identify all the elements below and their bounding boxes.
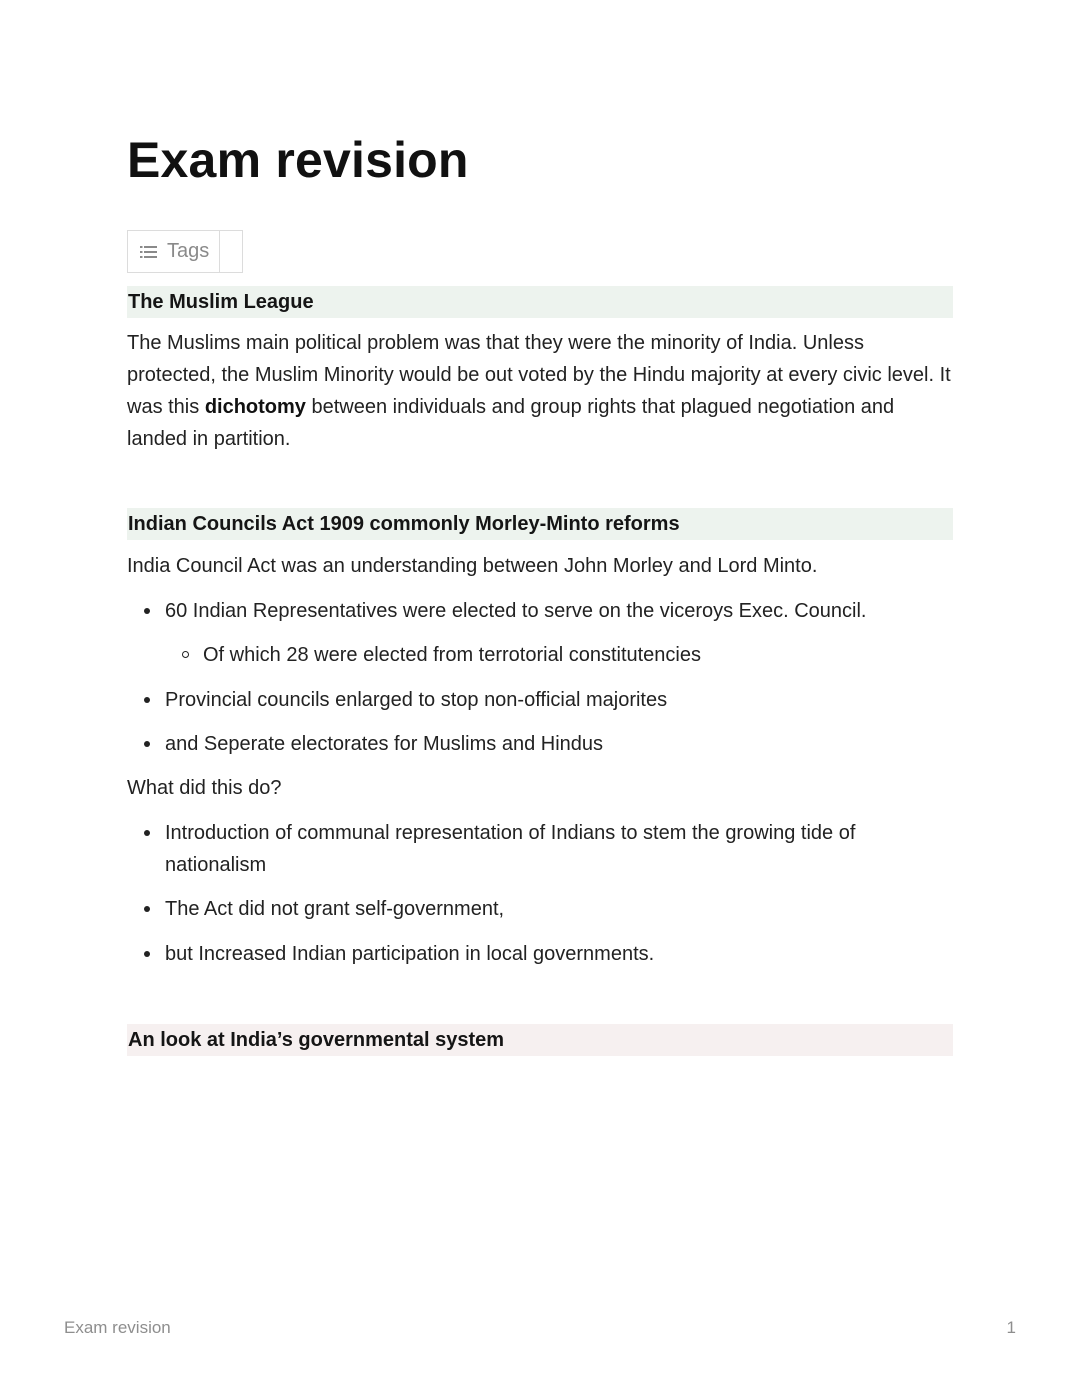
bullet-icon [144, 741, 150, 747]
list-item [165, 893, 504, 925]
councils-act-intro: India Council Act was an understanding between John Morley and Lord Minto. [127, 555, 818, 577]
list-item [165, 817, 925, 881]
question-text: What did this do? [127, 777, 282, 799]
list-item-text: and Seperate electorates for Muslims and Hindus [165, 733, 604, 755]
list-icon [140, 245, 157, 259]
list-item-text: but Increased Indian participation in local governments. [165, 943, 655, 965]
sub-list-item [203, 639, 701, 671]
list-item-text: 60 Indian Representatives were elected to serve on the viceroys Exec. Council. [165, 600, 867, 622]
list-item-text: Provincial councils enlarged to stop non-official majorites [165, 689, 668, 711]
paragraph-text: between individuals and group rights that plagued negotiation and landed in partition. [127, 396, 895, 450]
list-item [165, 595, 866, 627]
paragraph-text: The Muslims main political problem was that they were the minority of India. Unless protected, the Muslim Minority would be out voted by the Hindu majority at every civic level. It was this [127, 332, 951, 418]
list-item [165, 684, 667, 716]
tags-label: Tags [167, 240, 210, 262]
bullet-icon [144, 697, 150, 703]
circle-bullet-icon [182, 651, 189, 658]
list-item-text: The Act did not grant self-government, [165, 898, 505, 920]
section-heading-muslim-league: The Muslim League [127, 286, 953, 318]
bullet-icon [144, 951, 150, 957]
muslim-league-paragraph [127, 327, 953, 455]
section-heading-councils-act: Indian Councils Act 1909 commonly Morley-Minto reforms [127, 508, 953, 540]
tags-value-cell[interactable] [220, 231, 242, 272]
tags-property-row[interactable] [127, 230, 243, 273]
section-heading-governmental-system: An look at India’s governmental system [127, 1024, 953, 1056]
bullet-icon [144, 906, 150, 912]
footer-document-name: Exam revision [64, 1318, 171, 1337]
list-item-text: Introduction of communal representation of Indians to stem the growing tide of nationalism [165, 822, 856, 876]
bullet-icon [144, 830, 150, 836]
list-item [165, 938, 654, 970]
footer-page-number: 1 [1006, 1318, 1016, 1337]
list-item [165, 728, 603, 760]
page-title: Exam revision [127, 132, 469, 188]
list-item-text: Of which 28 were elected from terrotorial constitutencies [203, 644, 701, 666]
bullet-icon [144, 608, 150, 614]
tags-property-label [128, 231, 220, 272]
bold-term-dichotomy: dichotomy [204, 396, 306, 418]
